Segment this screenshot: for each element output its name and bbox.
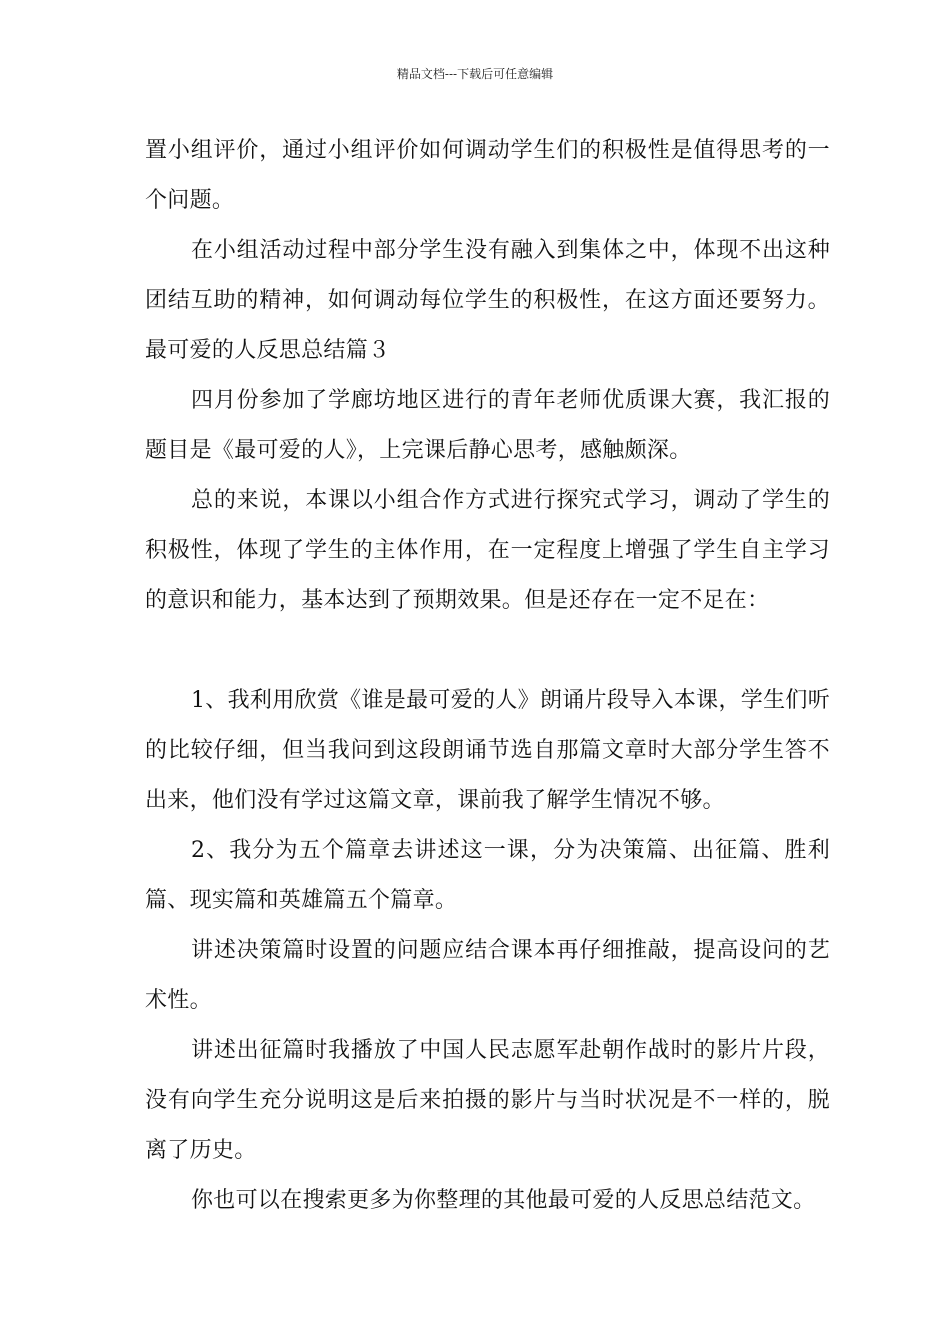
paragraph: 总的来说，本课以小组合作方式进行探究式学习，调动了学生的积极性，体现了学生的主体作用，在一定程度上增强了学生自主学习的意识和能力，基本达到了预期效果。但是还存在一定不足在： <box>145 488 830 613</box>
page-header: 精品文档---下载后可任意编辑 <box>396 67 554 81</box>
list-item-paragraph: 2、我分为五个篇章去讲述这一课，分为决策篇、出征篇、胜利篇、现实篇和英雄篇五个篇章。 <box>145 838 830 913</box>
blank-line <box>145 626 830 676</box>
paragraph: 置小组评价，通过小组评价如何调动学生们的积极性是值得思考的一个问题。 <box>145 138 830 213</box>
paragraph: 讲述出征篇时我播放了中国人民志愿军赴朝作战时的影片片段，没有向学生充分说明这是后来拍摄的影片与当时状况是不一样的，脱离了历史。 <box>145 1038 830 1163</box>
list-item-paragraph: 1、我利用欣赏《谁是最可爱的人》朗诵片段导入本课，学生们听的比较仔细，但当我问到这段朗诵节选自那篇文章时大部分学生答不出来，他们没有学过这篇文章，课前我了解学生情况不够。 <box>145 688 830 813</box>
closing-paragraph: 你也可以在搜索更多为你整理的其他最可爱的人反思总结范文。 <box>191 1188 816 1213</box>
paragraph: 讲述决策篇时设置的问题应结合课本再仔细推敲，提高设问的艺术性。 <box>145 938 830 1013</box>
document-body <box>145 126 830 1226</box>
paragraph: 在小组活动过程中部分学生没有融入到集体之中，体现不出这种团结互助的精神，如何调动每位学生的积极性，在这方面还要努力。最可爱的人反思总结篇３ <box>145 238 830 363</box>
paragraph: 四月份参加了学廊坊地区进行的青年老师优质课大赛，我汇报的题目是《最可爱的人》，上完课后静心思考，感触颇深。 <box>145 388 830 463</box>
